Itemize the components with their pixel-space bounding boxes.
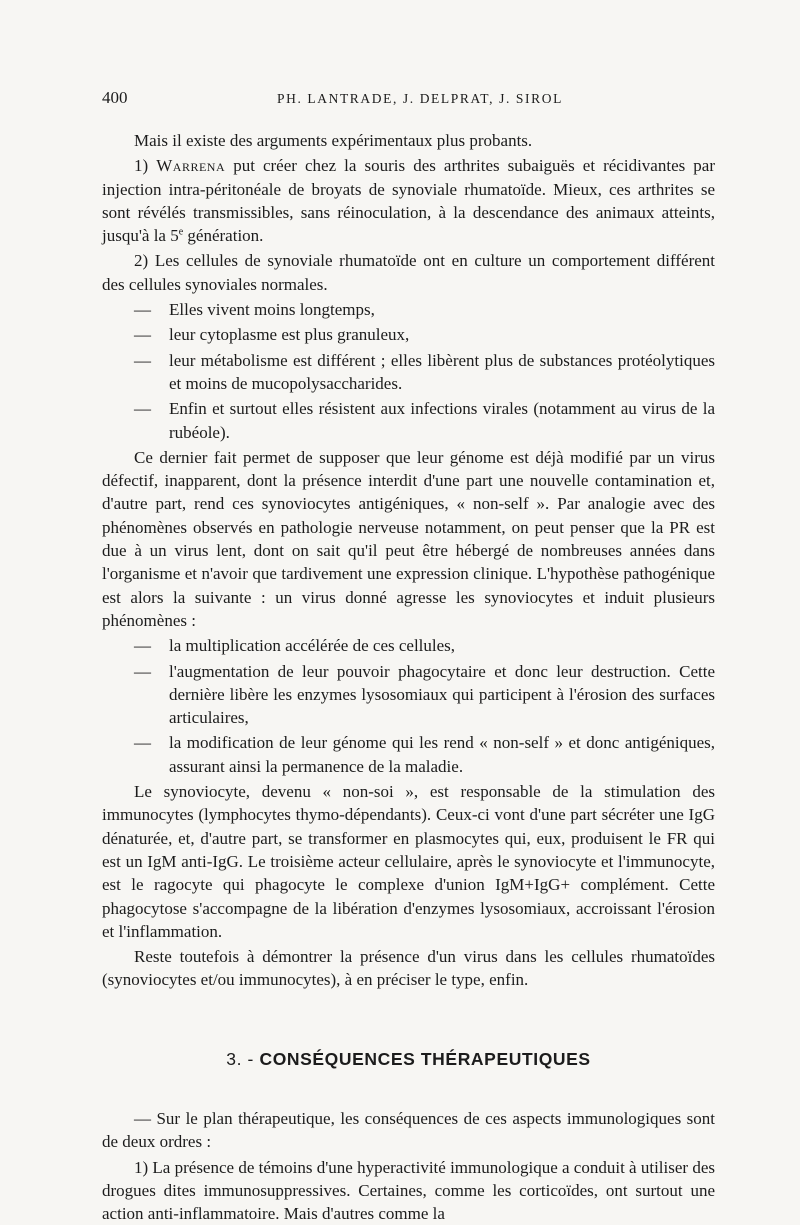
paragraph-1: Mais il existe des arguments expérimentaux plus probants. <box>134 131 533 150</box>
paragraph-6: Reste toutefois à démontrer la présence d'un virus dans les cellules rhumatoïdes (synoviocytes et/ou immunocytes), à en préciser le type, enfin. <box>102 947 715 990</box>
item-number: 1) <box>134 156 149 176</box>
running-header <box>102 88 715 114</box>
section-heading <box>102 1048 715 1071</box>
list-item: — la multiplication accélérée de ces cellules, <box>134 636 456 656</box>
list-item: — la modification de leur génome qui les rend « non-self » et donc antigéniques, assurant ainsi la permanence de la maladie. <box>134 733 715 776</box>
page-number: 400 <box>102 88 128 107</box>
list-item: — Enfin et surtout elles résistent aux infections virales (notamment au virus de la rubéole). <box>134 399 715 442</box>
superscript: e <box>178 226 184 238</box>
paragraph-4: Ce dernier fait permet de supposer que leur génome est déjà modifié par un virus défectif, inapparent, dont la présence interdit d'une part une nouvelle contamination et, d'autre part, rend ces synoviocytes antigéniques, « non-self ». Par analogie avec des phénomènes observés en pathologie nerveuse notamment, on peut penser que la PR est due à un virus lent, dont on sait qu'il peut être hébergé de nombreuses années dans l'organisme et n'avoir que tardivement une expression clinique. L'hypothèse pathogénique est alors la suivante : un virus donné agresse les synoviocytes et induit plusieurs phénomènes : <box>102 447 715 630</box>
section-title: CONSÉQUENCES THÉRAPEUTIQUES <box>259 1048 591 1069</box>
paragraph-8: 1) La présence de témoins d'une hyperactivité immunologique a conduit à utiliser des drogues dites immunosuppressives. Certaines, comme les corticoïdes, ont surtout une action anti-inflammatoire. Mais d'autres comme la <box>102 1157 715 1224</box>
list-cell-features <box>102 298 715 444</box>
list-item: — Elles vivent moins longtemps, <box>134 300 375 320</box>
paragraph-5: Le synoviocyte, devenu « non-soi », est responsable de la stimulation des immunocytes (lymphocytes thymo-dépendants). Ceux-ci vont d'une part sécréter une IgG dénaturée, et, d'autre part, se transformer en plasmocytes qui, eux, produisent le FR qui est un IgM anti-IgG. Le troisième acteur cellulaire, après le synoviocyte et l'immunocyte, est le ragocyte qui phagocyte le complexe d'union IgM+IgG+ complément. Cette phagocytose s'accompagne de la libération d'enzymes lysosomiaux, accroissant l'érosion et l'inflammation. <box>102 782 715 941</box>
list-item: — leur métabolisme est différent ; elles libèrent plus de substances protéolytiques et moins de mucopolysaccharides. <box>134 350 715 393</box>
list-item: — l'augmentation de leur pouvoir phagocytaire et donc leur destruction. Cette dernière libère les enzymes lysosomiaux qui participent à l'érosion des surfaces articulaires, <box>134 661 715 728</box>
paragraph-7: — Sur le plan thérapeutique, les conséquences de ces aspects immunologiques sont de deux ordres : <box>102 1108 715 1152</box>
body-text <box>102 129 715 1225</box>
cited-author: Warrena <box>156 156 226 176</box>
section-number: 3. - <box>226 1048 254 1069</box>
list-phenomena <box>102 634 715 778</box>
paragraph-3: 2) Les cellules de synoviale rhumatoïde ont en culture un comportement différent des cellules synoviales normales. <box>102 251 715 294</box>
list-item: — leur cytoplasme est plus granuleux, <box>134 325 410 345</box>
running-authors: PH. LANTRADE, J. DELPRAT, J. SIROL <box>277 91 563 106</box>
paragraph-2: 1) Warrena put créer chez la souris des arthrites subaiguës et récidivantes par injection intra-péritonéale de broyats de synoviale rhumatoïde. Mieux, ces arthrites se sont révélés transmissibles, sans réinoculation, à la descendance des animaux atteints, jusqu'à la 5e génération. <box>102 156 715 246</box>
